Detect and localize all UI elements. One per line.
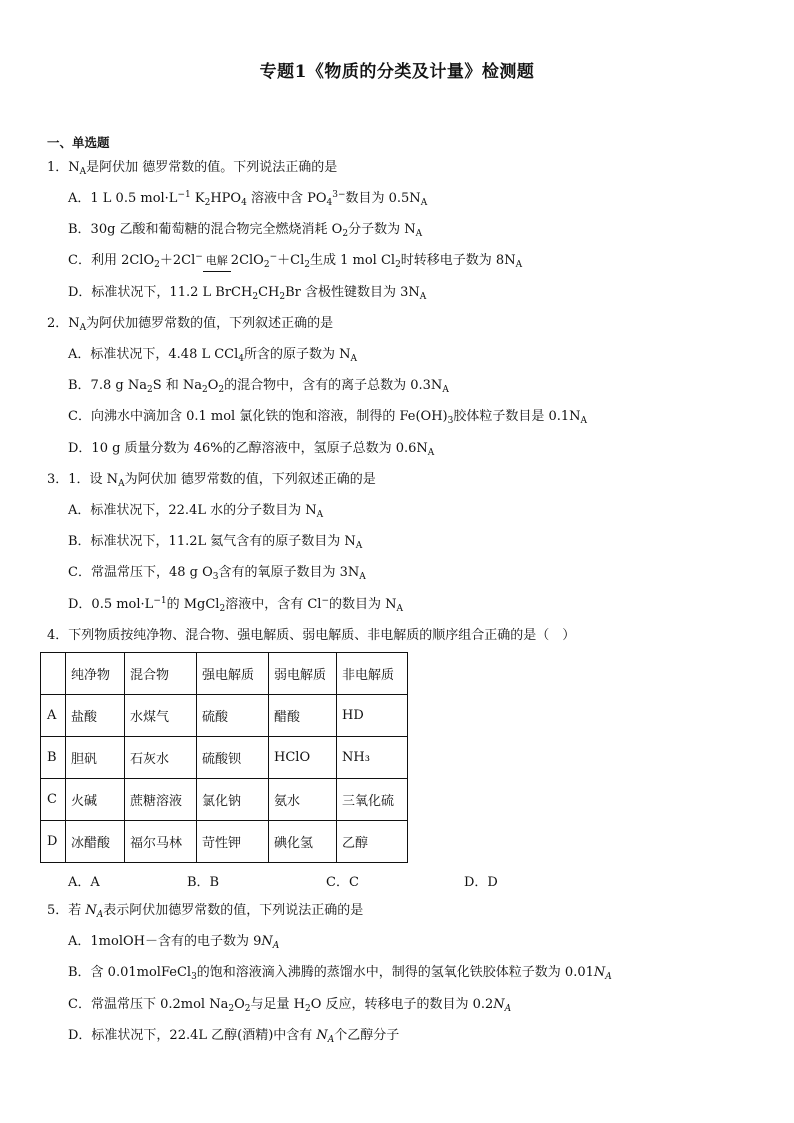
table-header-row [41, 653, 408, 695]
table-header-cell: 混合物 [125, 653, 197, 695]
question-4-option-d: D．D [464, 875, 498, 890]
question-3-option-b: B．标准状况下，11.2L 氦气含有的原子数目为 $N_A$ [68, 534, 363, 551]
table-cell: 盐酸 [66, 695, 125, 737]
table-cell: 乙醇 [337, 821, 408, 863]
table-cell: 福尔马林 [125, 821, 197, 863]
question-5-option-d: D．标准状况下，22.4L 乙醇(酒精)中含有 $N_A$个乙醇分子 [68, 1028, 400, 1045]
table-cell: D [41, 821, 66, 863]
table-cell: 水煤气 [125, 695, 197, 737]
question-4-option-b: B．B [187, 875, 220, 890]
question-2-option-b: B．7.8 g $Na_2S$ 和 $Na_2O_2$的混合物中，含有的离子总数为 $0.3N_A$ [68, 378, 449, 395]
question-2-option-c: C．向沸水中滴加含 0.1 mol 氯化铁的饱和溶液，制得的 $Fe(OH)_3$胶体粒子数目是 $0.1N_A$ [68, 409, 588, 426]
table-cell: HClO [269, 737, 337, 779]
electrolysis-condition: 电解 [203, 252, 231, 270]
question-1-option-b: B．30g 乙酸和葡萄糖的混合物完全燃烧消耗 $O_2$分子数为 $N_A$ [68, 222, 423, 239]
table-cell: 硫酸钡 [197, 737, 269, 779]
table-row [41, 695, 408, 737]
question-2-stem: 2．$N_A$为阿伏加德罗常数的值，下列叙述正确的是 [47, 316, 334, 333]
section-heading: 一、单选题 [47, 135, 110, 150]
table-cell: 胆矾 [66, 737, 125, 779]
table-cell: 三氧化硫 [337, 779, 408, 821]
question-4-option-c: C．C [326, 875, 359, 890]
question-5-option-b: B．含 0.01molFeCl$_3$的饱和溶液滴入沸腾的蒸馏水中，制得的氢氧化铁胶体粒子数为 $0.01N_A$ [68, 965, 612, 982]
table-header-cell: 弱电解质 [269, 653, 337, 695]
question-1-option-c: C．利用 2ClO$_2$＋2Cl− 电解 $2ClO_2^-+Cl_2$生成 1 mol $Cl_2$时转移电子数为 $8N_A$ [68, 252, 523, 270]
question-1-option-a: A．1 L 0.5 $mol\cdot L^{-1}$ $K_2HPO_4$ 溶液中含 $PO_4^{3-}$数目为 $0.5N_A$ [68, 190, 428, 208]
classification-table [40, 652, 408, 863]
question-3-option-d: D．0.5 $mol\cdot L^{-1}$的 MgCl$_2$溶液中，含有 Cl−的数目为 $N_A$ [68, 596, 404, 614]
table-cell: 硫酸 [197, 695, 269, 737]
table-row [41, 737, 408, 779]
question-4-option-a: A．A [68, 875, 100, 890]
question-3-option-a: A．标准状况下，22.4L 水的分子数目为 $N_A$ [68, 503, 324, 520]
question-1-option-d: D．标准状况下，11.2 L $BrCH_2CH_2Br$ 含极性键数目为 $3N_A$ [68, 285, 427, 302]
question-5-stem: 5．若 $N_A$表示阿伏加德罗常数的值，下列说法正确的是 [47, 903, 364, 920]
question-1-stem: 1．$N_A$是阿伏加 德罗常数的值。下列说法正确的是 [47, 160, 338, 177]
page-title: 专题1《物质的分类及计量》检测题 [259, 62, 535, 82]
table-header-cell: 纯净物 [66, 653, 125, 695]
table-cell: 火碱 [66, 779, 125, 821]
question-3-option-c: C．常温常压下，48 g $O_3$含有的氧原子数目为 $3N_A$ [68, 565, 366, 582]
table-cell: 石灰水 [125, 737, 197, 779]
table-cell: C [41, 779, 66, 821]
question-3-stem: 3．1．设 $N_A$为阿伏加 德罗常数的值，下列叙述正确的是 [47, 472, 376, 489]
table-cell: B [41, 737, 66, 779]
table-cell: 氯化钠 [197, 779, 269, 821]
question-2-option-d: D．10 g 质量分数为 46%的乙醇溶液中，氢原子总数为 $0.6N_A$ [68, 441, 435, 458]
table-cell: NH₃ [337, 737, 408, 779]
table-cell: 碘化氢 [269, 821, 337, 863]
table-row [41, 779, 408, 821]
table-cell: A [41, 695, 66, 737]
question-2-option-a: A．标准状况下，4.48 L CCl$_4$所含的原子数为 $N_A$ [68, 347, 358, 364]
table-cell: HD [337, 695, 408, 737]
table-header-cell [41, 653, 66, 695]
table-header-cell: 强电解质 [197, 653, 269, 695]
question-5-option-a: A．1molOH－含有的电子数为 $9N_A$ [68, 934, 280, 951]
table-cell: 苛性钾 [197, 821, 269, 863]
table-cell: 醋酸 [269, 695, 337, 737]
question-5-option-c: C．常温常压下 0.2mol $Na_2O_2$与足量 $H_2O$ 反应，转移电子的数目为 $0.2N_A$ [68, 997, 512, 1014]
table-header-cell: 非电解质 [337, 653, 408, 695]
table-row [41, 821, 408, 863]
table-cell: 冰醋酸 [66, 821, 125, 863]
table-cell: 氨水 [269, 779, 337, 821]
question-4-stem: 4．下列物质按纯净物、混合物、强电解质、弱电解质、非电解质的顺序组合正确的是（ ） [47, 628, 576, 643]
table-cell: 蔗糖溶液 [125, 779, 197, 821]
